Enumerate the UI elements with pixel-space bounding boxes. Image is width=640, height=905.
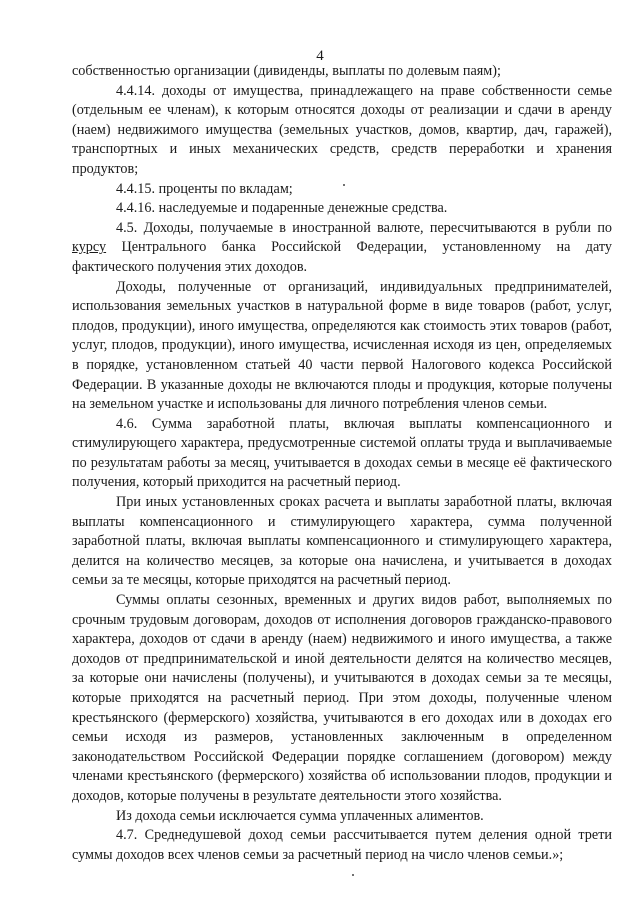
scan-speck	[352, 874, 354, 876]
page-number: 4	[316, 48, 324, 64]
paragraph-4-5-end: Центрального банка Российской Федерации, установленному на дату фактического получения этих доходов.	[72, 239, 612, 275]
paragraph-4-5-start: 4.5. Доходы, получаемые в иностранной валюте, пересчитываются в рубли по	[116, 219, 612, 236]
paragraph-seasonal-work: Суммы оплаты сезонных, временных и других видов работ, выполняемых по срочным трудовым договорам, доходов от исполнения договоров гражданско-правового характера, доходов от сдачи в аренду (наем) недвижимого и иного имущества, а также доходов от предпринимательской и иной деятельности делятся на количество месяцев, за которые они начислены (получены), и учитываются в доходах семьи за те месяцы, которые приходятся на расчетный период. При этом доходы, полученные членом крестьянского (фермерского) хозяйства, учитываются в его доходах или в доходах его семьи исходя из размеров, установленных заключенным в определенном законодательством Российской Федерации порядке соглашением (договором) между членами крестьянского (фермерского) хозяйства об использовании плодов, продукции и доходов, которые получены в результате деятельности этого хозяйства.	[72, 592, 612, 804]
paragraph-4-7: 4.7. Среднедушевой доход семьи рассчитывается путем деления одной трети суммы доходов всех членов семьи за расчетный период на число членов семьи.»;	[72, 827, 612, 863]
paragraph-4-4-16: 4.4.16. наследуемые и подаренные денежные средства.	[116, 200, 448, 217]
paragraph-in-kind-income: Доходы, полученные от организаций, индивидуальных предпринимателей, использования земельных участков в натуральной форме в виде товаров (работ, услуг, плодов, продукции), иного имущества, определяются как стоимость этих товаров (работ, услуг, плодов, продукции), иного имущества, исчисленная исходя из цен, определяемых в порядке, установленном статьей 40 части первой Налогового кодекса Российской Федерации. В указанные доходы не включаются плоды и продукция, которые получены на земельном участке и использованы для личного потребления членов семьи.	[72, 278, 612, 413]
paragraph-alimony: Из дохода семьи исключается сумма уплаченных алиментов.	[116, 807, 484, 824]
underlined-word: курсу	[72, 239, 107, 256]
paragraph-4-6: 4.6. Сумма заработной платы, включая выплаты компенсационного и стимулирующего характера, предусмотренные системой оплаты труда и выплачиваемые по результатам работы за месяц, учитывается в доходах семьи в месяце её фактического получения, который приходится на расчетный период.	[72, 415, 612, 491]
paragraph-4-5	[72, 219, 612, 278]
paragraph-continuation: собственностью организации (дивиденды, выплаты по долевым паям);	[72, 63, 501, 79]
scan-speck	[343, 184, 345, 186]
paragraph-4-4-14: 4.4.14. доходы от имущества, принадлежащего на праве собственности семье (отдельным ее членам), к которым относятся доходы от реализации и сдачи в аренду (наем) недвижимого имущества (земельных участков, домов, квартир, дач, гаражей), транспортных и иных механических средств, средств переработки и хранения продуктов;	[72, 82, 612, 177]
paragraph-4-4-15: 4.4.15. проценты по вкладам;	[116, 180, 293, 197]
paragraph-other-pay-periods: При иных установленных сроках расчета и выплаты заработной платы, включая выплаты компенсационного и стимулирующего характера, сумма полученной заработной платы, включая выплаты компенсационного и стимулирующего характера, делится на количество месяцев, за которые она начислена, и учитывается в доходах семьи за те месяцы, которые приходятся на расчетный период.	[72, 494, 612, 589]
document-body	[72, 62, 612, 865]
